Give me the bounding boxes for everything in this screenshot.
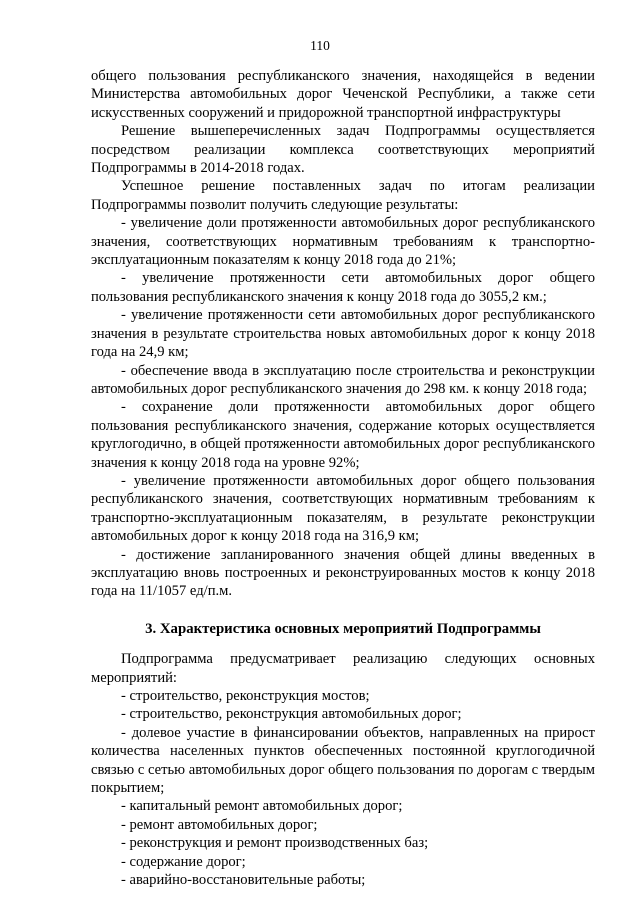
result-item: - увеличение протяженности автомобильных дорог общего пользования республиканского значения, соответствующих нормативным требованиям к транспортно-эксплуатационным показателям, в результате реконструкции автомобильных дорог к концу 2018 года на 316,9 км; xyxy=(91,472,595,545)
section-heading: 3. Характеристика основных мероприятий Подпрограммы xyxy=(145,620,541,637)
page-number: 110 xyxy=(310,38,330,53)
measure-item: - реконструкция и ремонт производственных баз; xyxy=(121,835,429,852)
paragraph-measures-intro: Подпрограмма предусматривает реализацию следующих основных мероприятий: xyxy=(91,651,595,686)
result-item: - увеличение протяженности сети автомобильных дорог общего пользования республиканского значения к концу 2018 года до 3055,2 км.; xyxy=(91,270,595,305)
paragraph-results-intro: Успешное решение поставленных задач по итогам реализации Подпрограммы позволит получить следующие результаты: xyxy=(91,178,595,213)
result-item: - увеличение доли протяженности автомобильных дорог республиканского значения, соответствующих нормативным требованиям к транспортно-эксплуатационным показателям к концу 2018 года до 21%; xyxy=(91,215,595,269)
measure-item: - строительство, реконструкция мостов; xyxy=(121,688,370,704)
measure-item: - строительство, реконструкция автомобильных дорог; xyxy=(121,706,462,723)
result-item: - сохранение доли протяженности автомобильных дорог общего пользования республиканского значения, содержание которых осуществляется круглогодично, в общей протяженности автомобильных дорог республиканского значения к концу 2018 года на уровне 92%; xyxy=(91,399,595,471)
result-item: - достижение запланированного значения общей длины введенных в эксплуатацию вновь построенных и реконструированных мостов к концу 2018 года на 11/1057 ед/п.м. xyxy=(91,546,595,600)
measure-item: - содержание дорог; xyxy=(121,853,246,870)
measure-item: - ремонт автомобильных дорог; xyxy=(121,816,318,833)
measure-item: - аварийно-восстановительные работы; xyxy=(121,872,366,889)
measure-item: - долевое участие в финансировании объектов, направленных на прирост количества населенных пунктов обеспеченных постоянной круглогодичной связью с сетью автомобильных дорог общего пользования по дорогам с твердым покрытием; xyxy=(91,724,595,797)
result-item: - обеспечение ввода в эксплуатацию после строительства и реконструкции автомобильных дорог республиканского значения до 298 км. к концу 2018 года; xyxy=(91,362,595,397)
paragraph-solution: Решение вышеперечисленных задач Подпрограммы осуществляется посредством реализации комплекса соответствующих мероприятий Подпрограммы в 2014-2018 годах. xyxy=(91,123,595,177)
result-item: - увеличение протяженности сети автомобильных дорог республиканского значения в результате строительства новых автомобильных дорог к концу 2018 года на 24,9 км; xyxy=(91,307,595,361)
paragraph-intro-continuation: общего пользования республиканского значения, находящейся в ведении Министерства автомобильных дорог Чеченской Республики, а также сети искусственных сооружений и придорожной транспортной инфраструктуры xyxy=(91,68,595,121)
document-body xyxy=(91,67,595,889)
measure-item: - капитальный ремонт автомобильных дорог; xyxy=(121,798,403,815)
